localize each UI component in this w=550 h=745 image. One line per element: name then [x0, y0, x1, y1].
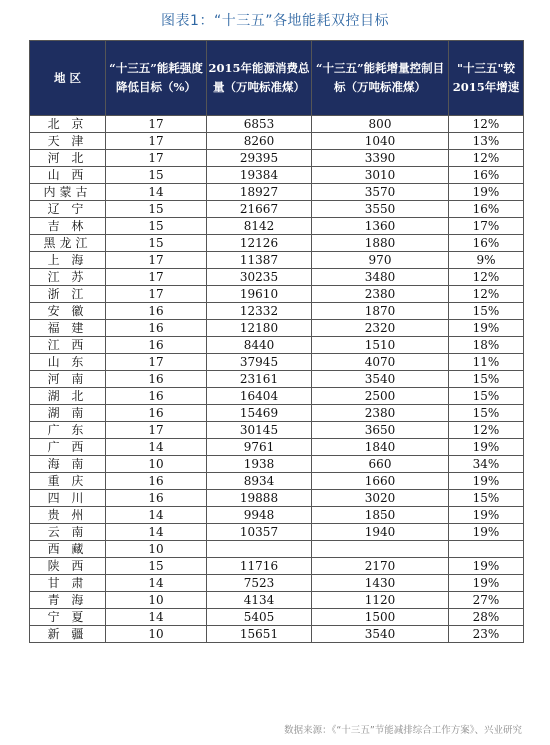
table-header-row: [30, 41, 524, 116]
cell-increment-target: 3570: [312, 184, 449, 201]
header-2015-consumption: 2015年能源消费总量（万吨标准煤）: [207, 41, 312, 116]
cell-2015-consumption: 19888: [207, 490, 312, 507]
cell-region: 山 东: [30, 354, 106, 371]
cell-increment-target: [312, 541, 449, 558]
cell-region: 贵 州: [30, 507, 106, 524]
cell-2015-consumption: 11387: [207, 252, 312, 269]
cell-intensity-target: 10: [106, 456, 207, 473]
cell-growth: 19%: [449, 184, 524, 201]
cell-intensity-target: 17: [106, 150, 207, 167]
cell-intensity-target: 16: [106, 473, 207, 490]
cell-increment-target: 3390: [312, 150, 449, 167]
table-row: [30, 337, 524, 354]
cell-intensity-target: 16: [106, 303, 207, 320]
cell-intensity-target: 14: [106, 609, 207, 626]
cell-increment-target: 1840: [312, 439, 449, 456]
cell-growth: 19%: [449, 524, 524, 541]
cell-intensity-target: 15: [106, 235, 207, 252]
cell-region: 陕 西: [30, 558, 106, 575]
cell-growth: 19%: [449, 507, 524, 524]
cell-increment-target: 4070: [312, 354, 449, 371]
cell-region: 浙 江: [30, 286, 106, 303]
cell-2015-consumption: 9948: [207, 507, 312, 524]
table-row: [30, 150, 524, 167]
cell-increment-target: 2500: [312, 388, 449, 405]
cell-growth: 19%: [449, 439, 524, 456]
cell-increment-target: 2380: [312, 405, 449, 422]
table-row: [30, 507, 524, 524]
cell-region: 安 徽: [30, 303, 106, 320]
table-row: [30, 235, 524, 252]
table-row: [30, 456, 524, 473]
cell-growth: 12%: [449, 286, 524, 303]
cell-intensity-target: 17: [106, 116, 207, 133]
cell-intensity-target: 16: [106, 490, 207, 507]
cell-region: 天 津: [30, 133, 106, 150]
cell-increment-target: 660: [312, 456, 449, 473]
cell-growth: 19%: [449, 558, 524, 575]
cell-2015-consumption: 8440: [207, 337, 312, 354]
table-row: [30, 541, 524, 558]
cell-region: 黑龙江: [30, 235, 106, 252]
cell-intensity-target: 15: [106, 558, 207, 575]
cell-2015-consumption: 29395: [207, 150, 312, 167]
cell-2015-consumption: 7523: [207, 575, 312, 592]
table-row: [30, 116, 524, 133]
cell-growth: 15%: [449, 303, 524, 320]
cell-region: 重 庆: [30, 473, 106, 490]
cell-region: 云 南: [30, 524, 106, 541]
cell-2015-consumption: 8934: [207, 473, 312, 490]
cell-region: 福 建: [30, 320, 106, 337]
cell-growth: 16%: [449, 235, 524, 252]
table-row: [30, 490, 524, 507]
header-increment-target: “十三五”能耗增量控制目标（万吨标准煤）: [312, 41, 449, 116]
table-row: [30, 320, 524, 337]
table-row: [30, 167, 524, 184]
cell-increment-target: 1660: [312, 473, 449, 490]
cell-region: 西 藏: [30, 541, 106, 558]
cell-2015-consumption: 30235: [207, 269, 312, 286]
cell-growth: 23%: [449, 626, 524, 643]
cell-2015-consumption: 8142: [207, 218, 312, 235]
cell-intensity-target: 14: [106, 524, 207, 541]
cell-2015-consumption: 4134: [207, 592, 312, 609]
cell-region: 山 西: [30, 167, 106, 184]
table-row: [30, 354, 524, 371]
cell-intensity-target: 16: [106, 337, 207, 354]
cell-increment-target: 1040: [312, 133, 449, 150]
cell-region: 甘 肃: [30, 575, 106, 592]
cell-2015-consumption: 9761: [207, 439, 312, 456]
cell-2015-consumption: 30145: [207, 422, 312, 439]
cell-increment-target: 1870: [312, 303, 449, 320]
cell-2015-consumption: 15469: [207, 405, 312, 422]
cell-increment-target: 1940: [312, 524, 449, 541]
cell-region: 河 北: [30, 150, 106, 167]
cell-2015-consumption: [207, 541, 312, 558]
cell-intensity-target: 17: [106, 269, 207, 286]
cell-growth: 12%: [449, 116, 524, 133]
cell-growth: 16%: [449, 167, 524, 184]
table-row: [30, 133, 524, 150]
cell-2015-consumption: 23161: [207, 371, 312, 388]
table-row: [30, 388, 524, 405]
cell-increment-target: 3480: [312, 269, 449, 286]
cell-intensity-target: 15: [106, 218, 207, 235]
cell-intensity-target: 16: [106, 388, 207, 405]
table-row: [30, 201, 524, 218]
cell-increment-target: 2380: [312, 286, 449, 303]
cell-region: 河 南: [30, 371, 106, 388]
cell-intensity-target: 17: [106, 354, 207, 371]
cell-2015-consumption: 37945: [207, 354, 312, 371]
cell-2015-consumption: 12332: [207, 303, 312, 320]
cell-region: 辽 宁: [30, 201, 106, 218]
energy-targets-table: [29, 40, 524, 643]
cell-region: 江 西: [30, 337, 106, 354]
cell-intensity-target: 16: [106, 371, 207, 388]
table-row: [30, 609, 524, 626]
cell-region: 北 京: [30, 116, 106, 133]
cell-increment-target: 1120: [312, 592, 449, 609]
cell-region: 内蒙古: [30, 184, 106, 201]
cell-2015-consumption: 10357: [207, 524, 312, 541]
table-row: [30, 269, 524, 286]
cell-increment-target: 3010: [312, 167, 449, 184]
cell-intensity-target: 17: [106, 286, 207, 303]
cell-2015-consumption: 21667: [207, 201, 312, 218]
cell-region: 湖 北: [30, 388, 106, 405]
cell-growth: [449, 541, 524, 558]
header-region: 地 区: [30, 41, 106, 116]
cell-growth: 15%: [449, 388, 524, 405]
table-row: [30, 422, 524, 439]
cell-growth: 19%: [449, 575, 524, 592]
cell-2015-consumption: 19384: [207, 167, 312, 184]
cell-intensity-target: 15: [106, 201, 207, 218]
table-row: [30, 303, 524, 320]
cell-growth: 34%: [449, 456, 524, 473]
cell-2015-consumption: 8260: [207, 133, 312, 150]
cell-region: 四 川: [30, 490, 106, 507]
cell-2015-consumption: 5405: [207, 609, 312, 626]
cell-growth: 11%: [449, 354, 524, 371]
table-row: [30, 592, 524, 609]
table-row: [30, 626, 524, 643]
cell-intensity-target: 17: [106, 252, 207, 269]
table-row: [30, 184, 524, 201]
cell-increment-target: 3020: [312, 490, 449, 507]
cell-increment-target: 3650: [312, 422, 449, 439]
cell-intensity-target: 14: [106, 507, 207, 524]
cell-increment-target: 1430: [312, 575, 449, 592]
cell-growth: 9%: [449, 252, 524, 269]
cell-intensity-target: 16: [106, 405, 207, 422]
cell-increment-target: 1500: [312, 609, 449, 626]
cell-growth: 16%: [449, 201, 524, 218]
cell-region: 宁 夏: [30, 609, 106, 626]
cell-growth: 17%: [449, 218, 524, 235]
cell-growth: 15%: [449, 405, 524, 422]
cell-region: 海 南: [30, 456, 106, 473]
cell-increment-target: 1510: [312, 337, 449, 354]
cell-region: 新 疆: [30, 626, 106, 643]
table-row: [30, 405, 524, 422]
cell-region: 吉 林: [30, 218, 106, 235]
cell-growth: 12%: [449, 422, 524, 439]
table-row: [30, 558, 524, 575]
cell-intensity-target: 10: [106, 541, 207, 558]
cell-intensity-target: 17: [106, 422, 207, 439]
cell-increment-target: 970: [312, 252, 449, 269]
cell-intensity-target: 14: [106, 439, 207, 456]
cell-intensity-target: 10: [106, 592, 207, 609]
cell-growth: 19%: [449, 473, 524, 490]
cell-growth: 12%: [449, 150, 524, 167]
figure-title: 图表1：“十三五”各地能耗双控目标: [161, 13, 389, 29]
cell-intensity-target: 14: [106, 575, 207, 592]
data-source: 数据来源：《“十三五”节能减排综合工作方案》、兴业研究: [284, 725, 522, 736]
cell-increment-target: 1850: [312, 507, 449, 524]
cell-2015-consumption: 19610: [207, 286, 312, 303]
cell-increment-target: 1360: [312, 218, 449, 235]
cell-2015-consumption: 11716: [207, 558, 312, 575]
header-intensity-target: “十三五”能耗强度降低目标（%）: [106, 41, 207, 116]
cell-2015-consumption: 12126: [207, 235, 312, 252]
cell-increment-target: 2170: [312, 558, 449, 575]
table-row: [30, 575, 524, 592]
cell-2015-consumption: 6853: [207, 116, 312, 133]
header-growth: "十三五"较2015年增速: [449, 41, 524, 116]
table-row: [30, 439, 524, 456]
cell-increment-target: 3540: [312, 371, 449, 388]
table-row: [30, 252, 524, 269]
cell-growth: 19%: [449, 320, 524, 337]
cell-region: 江 苏: [30, 269, 106, 286]
cell-growth: 15%: [449, 371, 524, 388]
cell-region: 广 西: [30, 439, 106, 456]
cell-intensity-target: 17: [106, 133, 207, 150]
cell-increment-target: 3550: [312, 201, 449, 218]
cell-2015-consumption: 18927: [207, 184, 312, 201]
cell-increment-target: 800: [312, 116, 449, 133]
cell-increment-target: 1880: [312, 235, 449, 252]
table-row: [30, 218, 524, 235]
cell-intensity-target: 14: [106, 184, 207, 201]
cell-growth: 13%: [449, 133, 524, 150]
cell-region: 湖 南: [30, 405, 106, 422]
cell-growth: 27%: [449, 592, 524, 609]
cell-intensity-target: 10: [106, 626, 207, 643]
table-row: [30, 524, 524, 541]
cell-intensity-target: 15: [106, 167, 207, 184]
table-row: [30, 473, 524, 490]
table-row: [30, 371, 524, 388]
cell-growth: 12%: [449, 269, 524, 286]
cell-increment-target: 3540: [312, 626, 449, 643]
cell-2015-consumption: 15651: [207, 626, 312, 643]
cell-growth: 28%: [449, 609, 524, 626]
cell-increment-target: 2320: [312, 320, 449, 337]
cell-region: 上 海: [30, 252, 106, 269]
cell-2015-consumption: 12180: [207, 320, 312, 337]
cell-2015-consumption: 16404: [207, 388, 312, 405]
cell-growth: 18%: [449, 337, 524, 354]
cell-intensity-target: 16: [106, 320, 207, 337]
table-row: [30, 286, 524, 303]
cell-region: 青 海: [30, 592, 106, 609]
cell-region: 广 东: [30, 422, 106, 439]
cell-growth: 15%: [449, 490, 524, 507]
cell-2015-consumption: 1938: [207, 456, 312, 473]
